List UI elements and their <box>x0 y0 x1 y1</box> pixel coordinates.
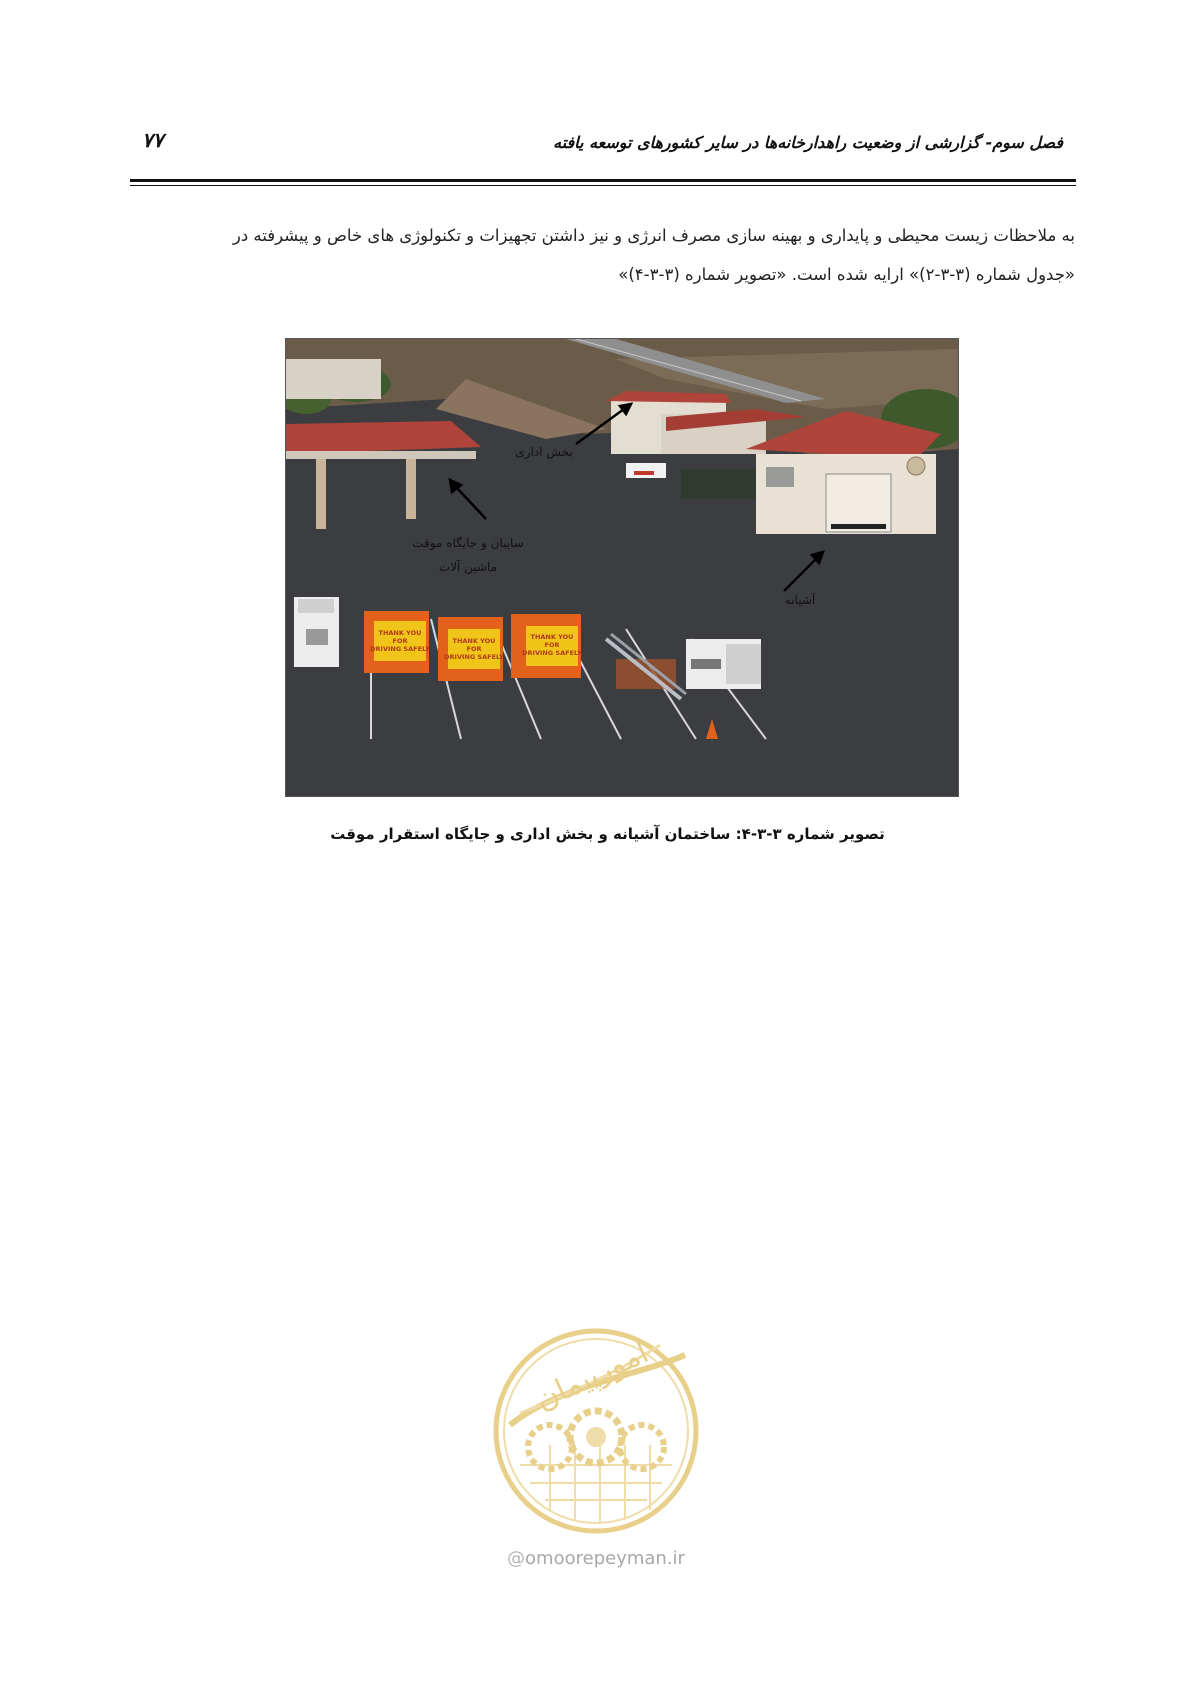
truck-text-8: FOR <box>544 641 560 649</box>
header-rule-thick <box>130 179 1076 182</box>
page-number: ۷۷ <box>142 128 164 152</box>
label-canopy-2: ماشین آلات <box>438 560 498 574</box>
running-header: فصل سوم- گزارشی از وضعیت راهدارخانه‌ها در سایر کشورهای توسعه یافته <box>553 133 1063 152</box>
at-sign-icon: @ <box>507 1548 526 1569</box>
truck-text-5: FOR <box>466 645 482 653</box>
watermark-logo <box>490 1325 702 1537</box>
label-nest: آشیانه <box>784 593 816 607</box>
truck-text-2: FOR <box>392 637 408 645</box>
truck-text-9: DRIVING SAFELY <box>522 649 582 657</box>
figure-photo <box>285 338 959 797</box>
body-paragraph <box>140 216 1075 294</box>
figure-caption: تصویر شماره ۳-۳-۴: ساختمان آشیانه و بخش اداری و جایگاه استقرار موقت <box>330 825 885 843</box>
truck-text-6: DRIVING SAFELY <box>444 653 504 661</box>
header-rule-thin <box>130 185 1076 186</box>
watermark-domain-text: omoorepeyman.ir <box>525 1548 685 1569</box>
label-admin: بخش اداری <box>515 445 573 459</box>
truck-text-1: THANK YOU <box>378 629 422 637</box>
truck-text-4: THANK YOU <box>452 637 496 645</box>
body-line-2: «جدول شماره (۳-۳-۲)» ارایه شده است. «تصویر شماره (۳-۳-۴)» <box>618 265 1075 284</box>
body-line-1: به ملاحظات زیست محیطی و پایداری و بهینه سازی مصرف انرژی و نیز داشتن تجهیزات و تکنولوژی های خاص و پیشرفته در <box>232 226 1075 245</box>
truck-text-7: THANK YOU <box>530 633 574 641</box>
watermark-domain <box>496 1548 696 1569</box>
watermark-logo-text: امورپیمان <box>530 1335 654 1418</box>
label-canopy-1: سایبان و جایگاه موقت <box>412 536 524 550</box>
truck-text-3: DRIVING SAFELY <box>370 645 430 653</box>
